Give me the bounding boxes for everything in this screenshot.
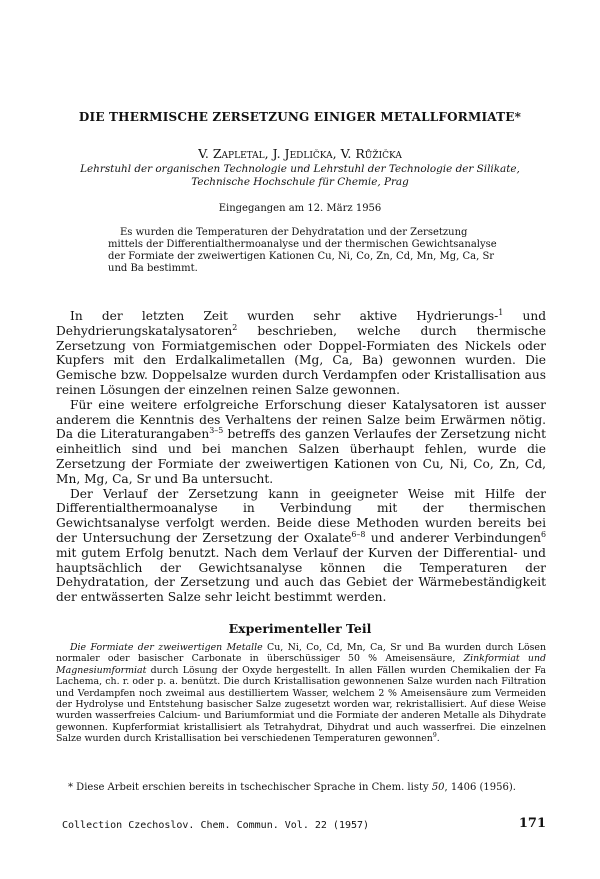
citation-ref: 6–8 [351,529,366,539]
citation-ref: 9 [432,732,437,740]
experimental-paragraph [56,642,546,745]
text-run: Cu, Ni, Co, Cd, Mn, Ca, Sr und Ba wurden durch Lösen normaler oder basischer Carbonate in überschüssiger 50 % Ameisensäure, [56,642,546,665]
text-run: und Dehydrierungskatalysatoren [56,309,546,338]
text-run: Diese Arbeit erschien bereits in tschechischer Sprache in Chem. listy [73,782,432,793]
paper-affiliation: Lehrstuhl der organischen Technologie und Lehrstuhl der Technologie der Silikate, Technische Hochschule für Chemie, Prag [80,163,520,188]
abstract [108,227,500,275]
footnote [68,782,546,794]
intro-paragraph-3 [56,487,546,605]
received-date: Eingegangen am 12. März 1956 [218,203,382,214]
text-run: Für eine weitere erfolgreiche Erforschung dieser Katalysatoren ist ausser anderem die Kenntnis des Verhaltens der reinen Salze beim Erwärmen nötig. Da die Literaturangaben [56,397,546,442]
section-heading: Experimenteller Teil [228,621,372,636]
text-run: , 1406 (1956). [444,782,516,793]
text-run: und anderer Verbindungen [365,530,541,545]
text-run: mit gutem Erfolg benutzt. Nach dem Verlauf der Kurven der Differential- und hauptsächlich der Gewichtsanalyse können die Temperaturen der Dehydratation, der Zersetzung und auch das Gebiet der Wärmebeständigkeit der entwässerten Salze sehr leicht bestimmt werden. [56,545,546,605]
text-run: In der letzten Zeit wurden sehr aktive Hydrierungs- [70,309,499,323]
paper-authors: V. Zapletal, J. Jedlička, V. Růžička [198,146,402,161]
intro-paragraph-2 [56,398,546,487]
intro-paragraph-1 [56,309,546,398]
abstract-text: Es wurden die Temperaturen der Dehydratation und der Zersetzung mittels der Differentialthermoanalyse und der thermischen Gewichtsanalyse der Formiate der zweiwertigen Kationen Cu, Ni, Co, Zn, Cd, Mn, Mg, Ca, Sr und Ba bestimmt. [108,227,497,274]
text-run: Der Verlauf der Zersetzung kann in geeigneter Weise mit Hilfe der Differentialthermoanalyse in Verbindung mit der thermischen Gewichtsanalyse verfolgt werden. Beide diese Methoden wurden bereits bei der Untersuchung der Zersetzung der Oxalate [56,486,546,545]
text-run: betreffs des ganzen Verlaufes der Zersetzung nicht einheitlich sind und bei manchen Salzen überhaupt fehlen, wurde die Zersetzung der Formiate der zweiwertigen Kationen von Cu, Ni, Co, Zn, Cd, Mn, Mg, Ca, Sr und Ba untersucht. [56,427,546,486]
italic-run: Die Formiate der zweiwertigen Metalle [70,642,263,653]
italic-run: Zinkformiat und Magnesiumformiat [56,653,546,676]
citation-ref: 3–5 [209,426,224,436]
text-run: . [436,733,440,745]
volume-number: 50 [431,782,445,793]
page-number: 171 [518,816,546,831]
citation-ref: 1 [498,307,504,317]
paper-title: DIE THERMISCHE ZERSETZUNG EINIGER METALLFORMIATE* [78,110,522,124]
footnote-marker: * [68,782,73,793]
citation-ref: 2 [232,322,238,332]
text-run: beschrieben, welche durch thermische Zersetzung von Formiatgemischen oder Doppel-Formiaten des Nickels oder Kupfers mit den Erdalkalimetallen (Mg, Ca, Ba) gewonnen wurden. Die Gemische bzw. Doppelsalze wurden durch Verdampfen oder Kristallisation aus reinen Lösungen der einzelnen reinen Salze gewonnen. [56,323,546,397]
journal-citation: Collection Czechoslov. Chem. Commun. Vol. 22 (1957) [62,820,370,831]
experimental-section [56,642,546,745]
introduction [56,309,546,605]
citation-ref: 6 [540,529,546,539]
text-run: durch Lösung der Oxyde hergestellt. In allen Fällen wurden Chemikalien der Fa Lachema, ch. r. oder p. a. benützt. Die durch Kristallisation gewonnenen Salze wurden nach Filtration und Verdampfen noch zweimal aus destilliertem Wasser, welchem 2 % Ameisensäure zum Vermeiden der Hydrolyse und Entstehung basischer Salze zugesetzt worden war, rekristallisiert. Auf diese Weise wurden wasserfreies Calcium- und Bariumformiat und die Formiate der anderen Metalle als Dihydrate gewonnen. Kupferformiat kristallisiert als Tetrahydrat, Dihydrat und auch wasserfrei. Die einzelnen Salze wurden durch Kristallisation bei verschiedenen Temperaturen gewonnen [56,664,546,745]
